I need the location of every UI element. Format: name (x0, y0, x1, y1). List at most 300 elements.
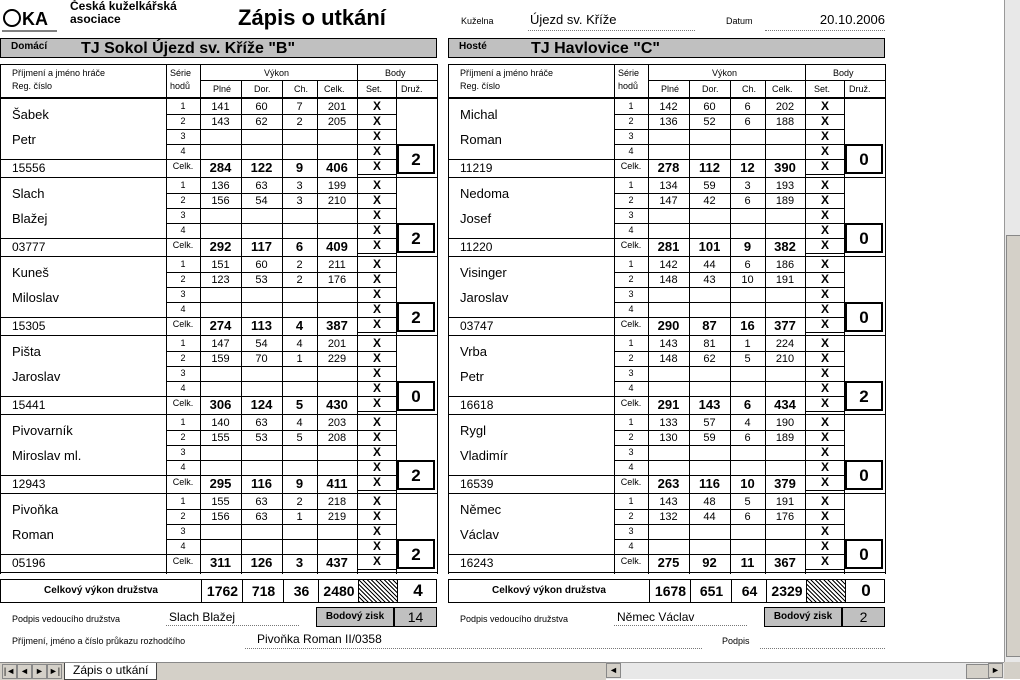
grid-line (805, 569, 844, 570)
player-firstname[interactable]: Jaroslav (460, 290, 509, 305)
series-value[interactable]: 191 (775, 274, 795, 286)
series-value[interactable]: 142 (659, 101, 678, 113)
away-col-body: Body (833, 68, 854, 78)
player-reg-number[interactable]: 16618 (460, 398, 494, 412)
player-reg-number[interactable]: 03747 (460, 319, 494, 333)
player-points-box[interactable]: 0 (845, 302, 883, 332)
series-value[interactable]: 1 (296, 511, 303, 523)
series-value[interactable]: 1 (296, 353, 303, 365)
player-firstname[interactable]: Josef (460, 211, 492, 226)
player-firstname[interactable]: Blažej (12, 211, 48, 226)
series-value[interactable]: 60 (255, 259, 268, 271)
series-value[interactable]: 54 (255, 338, 268, 350)
player-surname[interactable]: Pivoňka (12, 502, 59, 517)
series-number: 4 (180, 304, 186, 314)
series-value[interactable]: 5 (744, 496, 751, 508)
set-mark[interactable]: X (820, 494, 829, 508)
set-mark[interactable]: X (372, 193, 381, 207)
set-mark[interactable]: X (372, 317, 381, 331)
grid-line (200, 80, 357, 81)
series-value[interactable]: 140 (211, 417, 230, 429)
player-reg-number[interactable]: 15305 (12, 319, 46, 333)
grid-line (805, 80, 885, 81)
series-value[interactable]: 176 (775, 511, 795, 523)
series-number: Celk. (172, 240, 194, 250)
player-surname[interactable]: Šabek (12, 107, 49, 122)
player-total-value: 11 (740, 555, 755, 570)
player-total-value: 437 (326, 555, 348, 570)
sheet-tab-zapis[interactable]: Zápis o utkání (64, 663, 157, 680)
series-value[interactable]: 176 (327, 274, 347, 286)
series-value[interactable]: 10 (741, 274, 754, 286)
set-mark[interactable]: X (372, 336, 381, 350)
set-mark[interactable]: X (820, 317, 829, 331)
player-points-box[interactable]: 2 (397, 539, 435, 569)
series-number: 3 (628, 210, 634, 220)
set-mark[interactable]: X (372, 396, 381, 410)
set-mark[interactable]: X (372, 302, 381, 316)
player-total-value: 387 (326, 318, 348, 333)
grid-line (614, 223, 805, 224)
next-sheet-button[interactable]: ► (32, 664, 47, 679)
series-value[interactable]: 4 (296, 338, 303, 350)
set-mark[interactable]: X (820, 396, 829, 410)
series-value[interactable]: 48 (703, 496, 716, 508)
home-col-ch: Ch. (294, 84, 309, 94)
series-number: Celk. (172, 161, 194, 171)
player-surname[interactable]: Němec (460, 502, 502, 517)
series-value[interactable]: 210 (327, 195, 347, 207)
player-total-value: 16 (740, 318, 755, 333)
grid-line (805, 332, 844, 333)
set-mark[interactable]: X (820, 475, 829, 489)
player-points-box[interactable]: 2 (397, 460, 435, 490)
series-value[interactable]: 63 (255, 511, 268, 523)
player-reg-number[interactable]: 16539 (460, 477, 494, 491)
set-mark[interactable]: X (372, 99, 381, 113)
set-mark[interactable]: X (820, 381, 829, 395)
home-role: Domácí (11, 41, 48, 52)
series-value[interactable]: 6 (744, 432, 751, 444)
set-mark[interactable]: X (372, 144, 381, 158)
series-value[interactable]: 201 (327, 338, 347, 350)
set-mark[interactable]: X (820, 257, 829, 271)
away-col-vykon: Výkon (712, 68, 738, 78)
set-mark[interactable]: X (372, 460, 381, 474)
series-value[interactable]: 189 (775, 432, 795, 444)
player-total-value: 290 (657, 318, 680, 333)
referee-value[interactable]: Pivoňka Roman II/0358 (245, 632, 702, 649)
player-reg-number[interactable]: 11220 (460, 240, 493, 254)
series-number: 1 (628, 180, 634, 190)
set-mark[interactable]: X (820, 366, 829, 380)
away-col-plne: Plné (661, 84, 680, 94)
player-firstname[interactable]: Petr (12, 132, 36, 147)
first-sheet-button[interactable]: |◄ (2, 664, 17, 679)
player-points-box[interactable]: 2 (397, 302, 435, 332)
set-mark[interactable]: X (372, 475, 381, 489)
set-mark[interactable]: X (820, 99, 829, 113)
home-col-dor: Dor. (254, 84, 271, 94)
series-value[interactable]: 63 (255, 496, 268, 508)
set-mark[interactable]: X (372, 114, 381, 128)
series-number: 2 (628, 432, 634, 442)
series-value[interactable]: 1 (744, 338, 751, 350)
series-value[interactable]: 63 (255, 417, 268, 429)
series-value[interactable]: 7 (296, 101, 303, 113)
player-total-value: 9 (743, 239, 752, 254)
series-number: 1 (628, 338, 634, 348)
series-value[interactable]: 203 (327, 417, 347, 429)
series-value[interactable]: 205 (327, 116, 347, 128)
grid-line (448, 64, 885, 65)
series-number: 4 (628, 383, 634, 393)
grid-line (805, 174, 844, 175)
series-value[interactable]: 60 (255, 101, 268, 113)
player-surname[interactable]: Michal (460, 107, 498, 122)
away-col-ch: Ch. (742, 84, 757, 94)
player-points-box[interactable]: 0 (845, 539, 883, 569)
series-value[interactable]: 62 (255, 116, 268, 128)
team-total-celk: 2480 (318, 580, 359, 602)
series-value[interactable]: 44 (703, 511, 716, 523)
series-number: 3 (180, 526, 186, 536)
player-surname[interactable]: Pišta (12, 344, 41, 359)
series-number: 2 (180, 511, 186, 521)
away-panel (448, 0, 888, 679)
set-mark[interactable]: X (372, 366, 381, 380)
series-value[interactable]: 159 (211, 353, 230, 365)
set-mark[interactable]: X (372, 287, 381, 301)
player-points-box[interactable]: 0 (845, 223, 883, 253)
set-mark[interactable]: X (820, 287, 829, 301)
series-value[interactable]: 70 (255, 353, 268, 365)
v-scroll-thumb[interactable] (1006, 235, 1020, 657)
series-value[interactable]: 4 (744, 417, 751, 429)
set-mark[interactable]: X (820, 460, 829, 474)
series-value[interactable]: 5 (296, 432, 303, 444)
series-value[interactable]: 60 (703, 101, 716, 113)
set-mark[interactable]: X (820, 302, 829, 316)
series-value[interactable]: 136 (211, 180, 230, 192)
series-value[interactable]: 2 (296, 274, 303, 286)
series-value[interactable]: 208 (327, 432, 347, 444)
player-points-box[interactable]: 0 (845, 460, 883, 490)
series-value[interactable]: 193 (775, 180, 795, 192)
set-mark[interactable]: X (372, 539, 381, 553)
player-reg-number[interactable]: 16243 (460, 556, 494, 570)
series-value[interactable]: 57 (703, 417, 716, 429)
series-number: Celk. (620, 477, 642, 487)
series-value[interactable]: 191 (775, 496, 795, 508)
player-total-value: 143 (698, 397, 721, 412)
player-surname[interactable]: Vrba (460, 344, 487, 359)
home-col-serie2: hodů (170, 81, 191, 91)
player-surname[interactable]: Rygl (460, 423, 487, 438)
set-mark[interactable]: X (372, 178, 381, 192)
series-value[interactable]: 4 (296, 417, 303, 429)
series-value[interactable]: 6 (744, 195, 751, 207)
set-mark[interactable]: X (820, 193, 829, 207)
series-value[interactable]: 52 (703, 116, 716, 128)
grid-line (357, 253, 396, 254)
series-value[interactable]: 130 (659, 432, 678, 444)
series-value[interactable]: 6 (744, 259, 751, 271)
series-value[interactable]: 2 (296, 116, 303, 128)
series-value[interactable]: 143 (659, 496, 678, 508)
series-value[interactable]: 3 (296, 195, 303, 207)
series-number: Celk. (620, 556, 642, 566)
series-value[interactable]: 147 (659, 195, 678, 207)
podpis-field[interactable] (760, 632, 885, 649)
series-value[interactable]: 142 (659, 259, 678, 271)
series-value[interactable]: 188 (775, 116, 795, 128)
set-mark[interactable]: X (820, 509, 829, 523)
series-value[interactable]: 59 (703, 180, 716, 192)
series-number: 3 (180, 210, 186, 220)
set-mark[interactable]: X (372, 272, 381, 286)
player-firstname[interactable]: Miloslav (12, 290, 59, 305)
series-value[interactable]: 155 (211, 432, 230, 444)
series-value[interactable]: 186 (775, 259, 795, 271)
grid-line (166, 129, 357, 130)
horizontal-scrollbar[interactable] (606, 662, 1004, 679)
last-sheet-button[interactable]: ►| (47, 664, 62, 679)
player-points-box[interactable]: 2 (397, 144, 435, 174)
set-mark[interactable]: X (820, 539, 829, 553)
series-value[interactable]: 123 (211, 274, 230, 286)
set-mark[interactable]: X (372, 554, 381, 568)
series-number: Celk. (172, 398, 194, 408)
series-value[interactable]: 147 (211, 338, 230, 350)
series-value[interactable]: 156 (211, 511, 230, 523)
set-mark[interactable]: X (820, 238, 829, 252)
grid-line (166, 509, 357, 510)
player-total-value: 12 (740, 160, 755, 175)
series-value[interactable]: 143 (211, 116, 230, 128)
series-value[interactable]: 151 (211, 259, 230, 271)
set-mark[interactable]: X (820, 129, 829, 143)
away-sign-value[interactable]: Němec Václav (614, 610, 747, 626)
series-value[interactable]: 202 (775, 101, 795, 113)
away-col-reg: Reg. číslo (460, 81, 501, 91)
scroll-right-button[interactable]: ► (988, 663, 1003, 678)
player-reg-number[interactable]: 11219 (460, 161, 493, 175)
set-mark[interactable]: X (372, 223, 381, 237)
series-value[interactable]: 189 (775, 195, 795, 207)
set-mark[interactable]: X (820, 144, 829, 158)
player-surname[interactable]: Nedoma (460, 186, 510, 201)
player-firstname[interactable]: Roman (12, 527, 54, 542)
series-value[interactable]: 59 (703, 432, 716, 444)
away-col-serie2: hodů (618, 81, 639, 91)
player-surname[interactable]: Kuneš (12, 265, 49, 280)
datum-value[interactable]: 20.10.2006 (765, 12, 885, 31)
series-value[interactable]: 224 (775, 338, 795, 350)
player-total-value: 382 (774, 239, 796, 254)
grid-line (805, 490, 844, 491)
series-value[interactable]: 3 (296, 180, 303, 192)
series-value[interactable]: 6 (744, 101, 751, 113)
series-value[interactable]: 2 (296, 259, 303, 271)
set-mark[interactable]: X (372, 381, 381, 395)
series-value[interactable]: 132 (659, 511, 678, 523)
series-number: 4 (628, 304, 634, 314)
team-total-dor: 651 (690, 580, 732, 602)
series-value[interactable]: 2 (296, 496, 303, 508)
series-value[interactable]: 156 (211, 195, 230, 207)
player-points-box[interactable]: 0 (397, 381, 435, 411)
player-surname[interactable]: Visinger (460, 265, 507, 280)
player-firstname[interactable]: Roman (460, 132, 502, 147)
set-mark[interactable]: X (372, 238, 381, 252)
scroll-left-button[interactable]: ◄ (606, 663, 621, 678)
player-points-box[interactable]: 2 (845, 381, 883, 411)
player-total-value: 263 (657, 476, 680, 491)
series-value[interactable]: 134 (659, 180, 678, 192)
series-value[interactable]: 53 (255, 274, 268, 286)
grid-line (614, 509, 805, 510)
home-player-block (0, 99, 437, 178)
series-value[interactable]: 148 (659, 274, 678, 286)
player-surname[interactable]: Slach (12, 186, 45, 201)
series-number: 4 (628, 541, 634, 551)
series-value[interactable]: 133 (659, 417, 678, 429)
prev-sheet-button[interactable]: ◄ (17, 664, 32, 679)
player-points-box[interactable]: 2 (397, 223, 435, 253)
player-firstname[interactable]: Václav (460, 527, 500, 542)
series-value[interactable]: 3 (744, 180, 751, 192)
series-number: 4 (628, 225, 634, 235)
kuzelna-value[interactable]: Újezd sv. Kříže (528, 12, 695, 31)
player-total-value: 126 (250, 555, 273, 570)
set-mark[interactable]: X (820, 178, 829, 192)
player-total-value: 377 (774, 318, 796, 333)
series-value[interactable]: 44 (703, 259, 716, 271)
player-reg-number[interactable]: 15556 (12, 161, 46, 175)
player-reg-number[interactable]: 03777 (12, 240, 46, 254)
series-number: 2 (628, 116, 634, 126)
grid-line (166, 302, 357, 303)
away-col-serie1: Série (618, 68, 640, 78)
player-firstname[interactable]: Petr (460, 369, 484, 384)
home-sign-value[interactable]: Slach Blažej (166, 610, 299, 626)
series-value[interactable]: 199 (327, 180, 347, 192)
set-mark[interactable]: X (372, 257, 381, 271)
set-mark[interactable]: X (820, 430, 829, 444)
home-sign-label: Podpis vedoucího družstva (12, 614, 121, 624)
series-number: 3 (628, 368, 634, 378)
series-value[interactable]: 54 (255, 195, 268, 207)
set-mark[interactable]: X (372, 415, 381, 429)
series-value[interactable]: 143 (659, 338, 678, 350)
grid-line (166, 366, 357, 367)
player-total-value: 10 (740, 476, 755, 491)
series-value[interactable]: 42 (703, 195, 716, 207)
set-mark[interactable]: X (820, 336, 829, 350)
series-value[interactable]: 141 (211, 101, 230, 113)
player-reg-number[interactable]: 15441 (12, 398, 46, 412)
vertical-scrollbar[interactable] (1004, 0, 1020, 662)
datum-label: Datum (726, 16, 753, 26)
grid-line (614, 193, 805, 194)
series-value[interactable]: 155 (211, 496, 230, 508)
set-mark[interactable]: X (820, 208, 829, 222)
set-mark[interactable]: X (372, 351, 381, 365)
series-value[interactable]: 81 (703, 338, 716, 350)
home-col-reg: Reg. číslo (12, 81, 53, 91)
set-mark[interactable]: X (372, 129, 381, 143)
h-scroll-thumb[interactable] (966, 664, 990, 679)
team-total-ch: 36 (283, 580, 319, 602)
series-value[interactable]: 218 (327, 496, 347, 508)
player-surname[interactable]: Pivovarník (12, 423, 73, 438)
series-value[interactable]: 6 (744, 511, 751, 523)
player-reg-number[interactable]: 05196 (12, 556, 46, 570)
grid-line (357, 569, 396, 570)
away-team-name: TJ Havlovice "C" (531, 40, 660, 57)
set-mark[interactable]: X (820, 415, 829, 429)
away-player-block (448, 178, 885, 257)
series-value[interactable]: 219 (327, 511, 347, 523)
series-number: 4 (628, 462, 634, 472)
set-mark[interactable]: X (820, 524, 829, 538)
series-value[interactable]: 5 (744, 353, 751, 365)
grid-line (166, 539, 357, 540)
series-number: 1 (628, 101, 634, 111)
series-value[interactable]: 62 (703, 353, 716, 365)
set-mark[interactable]: X (820, 554, 829, 568)
grid-line (614, 539, 805, 540)
set-mark[interactable]: X (820, 159, 829, 173)
set-mark[interactable]: X (372, 159, 381, 173)
team-total-dor: 718 (242, 580, 284, 602)
set-mark[interactable]: X (820, 445, 829, 459)
series-value[interactable]: 201 (327, 101, 347, 113)
set-mark[interactable]: X (372, 445, 381, 459)
grid-line (0, 572, 437, 573)
player-firstname[interactable]: Miroslav ml. (12, 448, 82, 463)
series-value[interactable]: 53 (255, 432, 268, 444)
series-number: 4 (180, 225, 186, 235)
set-mark[interactable]: X (820, 272, 829, 286)
set-mark[interactable]: X (820, 114, 829, 128)
series-value[interactable]: 211 (328, 259, 346, 271)
series-value[interactable]: 43 (703, 274, 716, 286)
series-value[interactable]: 229 (327, 353, 347, 365)
set-mark[interactable]: X (372, 509, 381, 523)
player-reg-number[interactable]: 12943 (12, 477, 46, 491)
set-mark[interactable]: X (372, 494, 381, 508)
player-firstname[interactable]: Jaroslav (12, 369, 61, 384)
set-mark[interactable]: X (372, 208, 381, 222)
series-number: 1 (628, 496, 634, 506)
set-mark[interactable]: X (372, 524, 381, 538)
set-mark[interactable]: X (372, 430, 381, 444)
player-points-box[interactable]: 0 (845, 144, 883, 174)
series-value[interactable]: 6 (744, 116, 751, 128)
set-mark[interactable]: X (820, 351, 829, 365)
series-value[interactable]: 148 (659, 353, 678, 365)
series-value[interactable]: 190 (775, 417, 795, 429)
player-firstname[interactable]: Vladimír (460, 448, 508, 463)
series-value[interactable]: 63 (255, 180, 268, 192)
team-total-ch: 64 (731, 580, 767, 602)
set-mark[interactable]: X (820, 223, 829, 237)
series-value[interactable]: 136 (659, 116, 678, 128)
series-value[interactable]: 210 (775, 353, 795, 365)
series-number: 4 (180, 462, 186, 472)
